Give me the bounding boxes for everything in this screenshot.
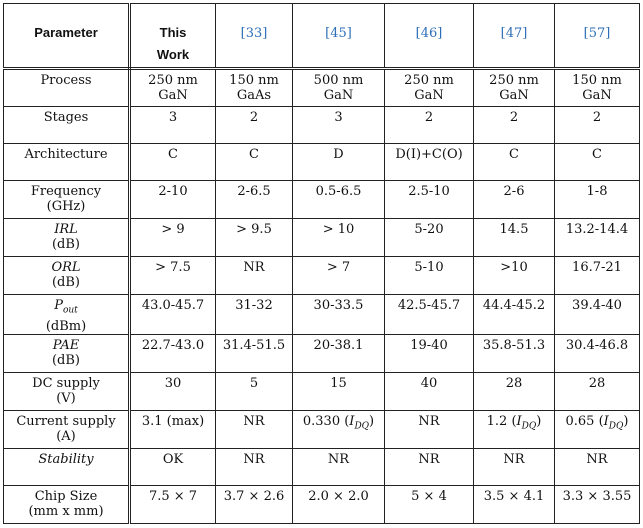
cell: 30 [130, 372, 216, 410]
cell: 250 nm GaN [474, 69, 555, 107]
cell: 2.0 × 2.0 [293, 485, 385, 523]
cell: 0.5-6.5 [293, 181, 385, 219]
cell: C [555, 144, 640, 181]
cell: 19-40 [385, 334, 474, 372]
cell: 2 [555, 107, 640, 144]
cell: 28 [474, 372, 555, 410]
cell: 3.5 × 4.1 [474, 485, 555, 523]
cell: C [216, 144, 293, 181]
cell: NR [216, 410, 293, 448]
cell: 3.1 (max) [130, 410, 216, 448]
cell: 31.4-51.5 [216, 334, 293, 372]
cell: 20-38.1 [293, 334, 385, 372]
row-stability [4, 448, 640, 485]
cell: 2-6 [474, 181, 555, 219]
cell: 5-20 [385, 219, 474, 257]
cell: > 9 [130, 219, 216, 257]
cell: 1-8 [555, 181, 640, 219]
cell: OK [130, 448, 216, 485]
cell: 2 [385, 107, 474, 144]
label-dc-supply: DC supply (V) [4, 372, 130, 410]
cell: 2-10 [130, 181, 216, 219]
cell: NR [293, 448, 385, 485]
cell: 5 [216, 372, 293, 410]
cell: 28 [555, 372, 640, 410]
cell: NR [216, 257, 293, 295]
cell: 15 [293, 372, 385, 410]
cell: 3 [130, 107, 216, 144]
header-ref-33[interactable]: [33] [216, 4, 293, 69]
cell: NR [555, 448, 640, 485]
row-stages [4, 107, 640, 144]
row-current-supply [4, 410, 640, 448]
row-architecture [4, 144, 640, 181]
cell: NR [474, 448, 555, 485]
label-process: Process [4, 69, 130, 107]
cell: 5 × 4 [385, 485, 474, 523]
cell: 31-32 [216, 295, 293, 335]
cell: 2 [216, 107, 293, 144]
label-stages: Stages [4, 107, 130, 144]
label-orl: ORL (dB) [4, 257, 130, 295]
cell: 22.7-43.0 [130, 334, 216, 372]
header-ref-45[interactable]: [45] [293, 4, 385, 69]
cell: 43.0-45.7 [130, 295, 216, 335]
cell: 0.330 $(I_{DQ})$ [293, 410, 385, 448]
cell: 42.5-45.7 [385, 295, 474, 335]
label-frequency: Frequency (GHz) [4, 181, 130, 219]
row-dc-supply [4, 372, 640, 410]
cell: 150 nm GaN [555, 69, 640, 107]
cell: 44.4-45.2 [474, 295, 555, 335]
header-ref-46[interactable]: [46] [385, 4, 474, 69]
cell: > 10 [293, 219, 385, 257]
row-process [4, 69, 640, 107]
cell: 0.65 $(I_{DQ})$ [555, 410, 640, 448]
header-ref-57[interactable]: [57] [555, 4, 640, 69]
row-frequency [4, 181, 640, 219]
cell: 2.5-10 [385, 181, 474, 219]
cell: 30-33.5 [293, 295, 385, 335]
comparison-table-container [3, 3, 639, 524]
cell: 16.7-21 [555, 257, 640, 295]
cell: 7.5 × 7 [130, 485, 216, 523]
cell: 250 nm GaN [385, 69, 474, 107]
row-pae [4, 334, 640, 372]
cell: >10 [474, 257, 555, 295]
cell: > 7 [293, 257, 385, 295]
cell: NR [216, 448, 293, 485]
cell: 3.7 × 2.6 [216, 485, 293, 523]
label-pout: $P_{out}$ (dBm) [4, 295, 130, 335]
comparison-table [3, 3, 640, 524]
cell: 250 nm GaN [130, 69, 216, 107]
cell: D [293, 144, 385, 181]
label-pae: PAE (dB) [4, 334, 130, 372]
cell: D(I)+C(O) [385, 144, 474, 181]
header-ref-47[interactable]: [47] [474, 4, 555, 69]
row-irl [4, 219, 640, 257]
cell: 2-6.5 [216, 181, 293, 219]
row-orl [4, 257, 640, 295]
cell: 2 [474, 107, 555, 144]
row-pout [4, 295, 640, 335]
label-stability: Stability [4, 448, 130, 485]
cell: 3.3 × 3.55 [555, 485, 640, 523]
header-row [4, 4, 640, 69]
label-current-supply: Current supply (A) [4, 410, 130, 448]
cell: 30.4-46.8 [555, 334, 640, 372]
cell: 3 [293, 107, 385, 144]
cell: C [130, 144, 216, 181]
cell: 14.5 [474, 219, 555, 257]
cell: 40 [385, 372, 474, 410]
cell: NR [385, 410, 474, 448]
label-irl: IRL (dB) [4, 219, 130, 257]
cell: 35.8-51.3 [474, 334, 555, 372]
cell: NR [385, 448, 474, 485]
header-this-work: This Work [130, 4, 216, 69]
row-chip-size [4, 485, 640, 523]
cell: 5-10 [385, 257, 474, 295]
header-parameter: Parameter [4, 4, 130, 69]
cell: 150 nm GaAs [216, 69, 293, 107]
cell: C [474, 144, 555, 181]
cell: > 9.5 [216, 219, 293, 257]
label-architecture: Architecture [4, 144, 130, 181]
cell: 500 nm GaN [293, 69, 385, 107]
cell: 13.2-14.4 [555, 219, 640, 257]
cell: 39.4-40 [555, 295, 640, 335]
label-chip-size: Chip Size (mm x mm) [4, 485, 130, 523]
cell: 1.2 $(I_{DQ})$ [474, 410, 555, 448]
cell: > 7.5 [130, 257, 216, 295]
